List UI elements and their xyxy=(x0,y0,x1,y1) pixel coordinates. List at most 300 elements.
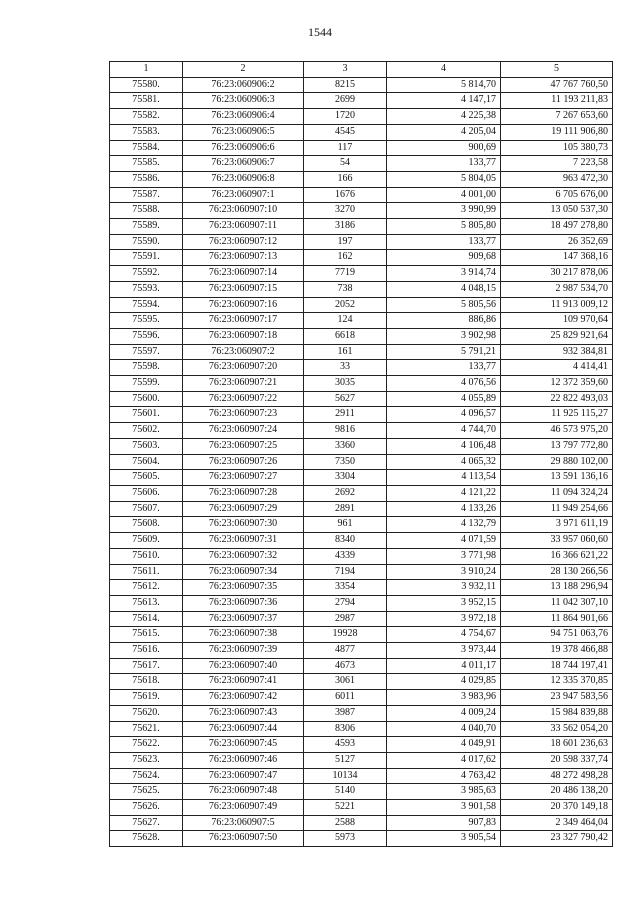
rate-cell: 5 814,70 xyxy=(387,77,501,93)
cadastral-number-cell: 76:23:060907:2 xyxy=(183,344,304,360)
row-number-cell: 75618. xyxy=(110,674,183,690)
rate-cell: 3 901,58 xyxy=(387,800,501,816)
cadastral-number-cell: 76:23:060907:14 xyxy=(183,266,304,282)
area-cell: 8215 xyxy=(304,77,387,93)
cadastral-number-cell: 76:23:060907:48 xyxy=(183,784,304,800)
rate-cell: 3 902,98 xyxy=(387,328,501,344)
cadastral-number-cell: 76:23:060907:38 xyxy=(183,627,304,643)
value-cell: 48 272 498,28 xyxy=(501,768,613,784)
cadastral-number-cell: 76:23:060907:43 xyxy=(183,705,304,721)
cadastral-number-cell: 76:23:060907:27 xyxy=(183,470,304,486)
row-number-cell: 75609. xyxy=(110,533,183,549)
table-row xyxy=(110,501,613,517)
value-cell: 13 188 296,94 xyxy=(501,580,613,596)
rate-cell: 5 791,21 xyxy=(387,344,501,360)
row-number-cell: 75608. xyxy=(110,517,183,533)
area-cell: 19928 xyxy=(304,627,387,643)
rate-cell: 5 805,80 xyxy=(387,219,501,235)
rate-cell: 4 147,17 xyxy=(387,93,501,109)
row-number-cell: 75616. xyxy=(110,643,183,659)
value-cell: 147 368,16 xyxy=(501,250,613,266)
rate-cell: 3 932,11 xyxy=(387,580,501,596)
rate-cell: 4 096,57 xyxy=(387,407,501,423)
area-cell: 117 xyxy=(304,140,387,156)
row-number-cell: 75601. xyxy=(110,407,183,423)
row-number-cell: 75614. xyxy=(110,611,183,627)
value-cell: 18 744 197,41 xyxy=(501,658,613,674)
value-cell: 33 562 054,20 xyxy=(501,721,613,737)
table-row xyxy=(110,93,613,109)
value-cell: 11 193 211,83 xyxy=(501,93,613,109)
area-cell: 7350 xyxy=(304,454,387,470)
row-number-cell: 75626. xyxy=(110,800,183,816)
area-cell: 1720 xyxy=(304,109,387,125)
table-row xyxy=(110,109,613,125)
value-cell: 47 767 760,50 xyxy=(501,77,613,93)
row-number-cell: 75605. xyxy=(110,470,183,486)
rate-cell: 4 113,54 xyxy=(387,470,501,486)
value-cell: 963 472,30 xyxy=(501,171,613,187)
area-cell: 3186 xyxy=(304,219,387,235)
cadastral-number-cell: 76:23:060906:5 xyxy=(183,124,304,140)
value-cell: 3 971 611,19 xyxy=(501,517,613,533)
cadastral-number-cell: 76:23:060907:25 xyxy=(183,438,304,454)
area-cell: 7719 xyxy=(304,266,387,282)
rate-cell: 5 805,56 xyxy=(387,297,501,313)
table-row xyxy=(110,423,613,439)
table-row xyxy=(110,187,613,203)
cadastral-number-cell: 76:23:060907:45 xyxy=(183,737,304,753)
rate-cell: 3 973,44 xyxy=(387,643,501,659)
value-cell: 23 327 790,42 xyxy=(501,831,613,847)
column-header-2: 2 xyxy=(183,62,304,78)
cadastral-number-cell: 76:23:060907:46 xyxy=(183,752,304,768)
row-number-cell: 75625. xyxy=(110,784,183,800)
rate-cell: 4 132,79 xyxy=(387,517,501,533)
table-row xyxy=(110,234,613,250)
area-cell: 4877 xyxy=(304,643,387,659)
row-number-cell: 75599. xyxy=(110,376,183,392)
value-cell: 105 380,73 xyxy=(501,140,613,156)
row-number-cell: 75602. xyxy=(110,423,183,439)
cadastral-number-cell: 76:23:060907:22 xyxy=(183,391,304,407)
cadastral-number-cell: 76:23:060907:37 xyxy=(183,611,304,627)
area-cell: 961 xyxy=(304,517,387,533)
value-cell: 11 949 254,66 xyxy=(501,501,613,517)
table-row xyxy=(110,690,613,706)
area-cell: 6618 xyxy=(304,328,387,344)
rate-cell: 4 071,59 xyxy=(387,533,501,549)
table-row xyxy=(110,643,613,659)
cadastral-number-cell: 76:23:060907:18 xyxy=(183,328,304,344)
value-cell: 11 864 901,66 xyxy=(501,611,613,627)
area-cell: 166 xyxy=(304,171,387,187)
row-number-cell: 75580. xyxy=(110,77,183,93)
row-number-cell: 75594. xyxy=(110,297,183,313)
row-number-cell: 75606. xyxy=(110,485,183,501)
table-row xyxy=(110,705,613,721)
rate-cell: 900,69 xyxy=(387,140,501,156)
row-number-cell: 75584. xyxy=(110,140,183,156)
cadastral-number-cell: 76:23:060907:10 xyxy=(183,203,304,219)
value-cell: 2 349 464,04 xyxy=(501,815,613,831)
area-cell: 9816 xyxy=(304,423,387,439)
value-cell: 7 223,58 xyxy=(501,156,613,172)
table-row xyxy=(110,156,613,172)
rate-cell: 3 914,74 xyxy=(387,266,501,282)
row-number-cell: 75597. xyxy=(110,344,183,360)
table-row xyxy=(110,627,613,643)
area-cell: 7194 xyxy=(304,564,387,580)
row-number-cell: 75627. xyxy=(110,815,183,831)
area-cell: 54 xyxy=(304,156,387,172)
area-cell: 6011 xyxy=(304,690,387,706)
cadastral-number-cell: 76:23:060907:39 xyxy=(183,643,304,659)
rate-cell: 4 106,48 xyxy=(387,438,501,454)
area-cell: 3035 xyxy=(304,376,387,392)
rate-cell: 4 205,04 xyxy=(387,124,501,140)
area-cell: 5627 xyxy=(304,391,387,407)
row-number-cell: 75615. xyxy=(110,627,183,643)
header-row xyxy=(110,62,613,78)
value-cell: 29 880 102,00 xyxy=(501,454,613,470)
table-row xyxy=(110,533,613,549)
area-cell: 8306 xyxy=(304,721,387,737)
rate-cell: 4 011,17 xyxy=(387,658,501,674)
cadastral-number-cell: 76:23:060907:26 xyxy=(183,454,304,470)
value-cell: 19 378 466,88 xyxy=(501,643,613,659)
area-cell: 197 xyxy=(304,234,387,250)
row-number-cell: 75613. xyxy=(110,595,183,611)
table-row xyxy=(110,250,613,266)
table-row xyxy=(110,344,613,360)
row-number-cell: 75624. xyxy=(110,768,183,784)
cadastral-number-cell: 76:23:060907:20 xyxy=(183,360,304,376)
area-cell: 124 xyxy=(304,313,387,329)
row-number-cell: 75617. xyxy=(110,658,183,674)
row-number-cell: 75619. xyxy=(110,690,183,706)
value-cell: 11 913 009,12 xyxy=(501,297,613,313)
cadastral-number-cell: 76:23:060907:29 xyxy=(183,501,304,517)
cadastral-number-cell: 76:23:060907:36 xyxy=(183,595,304,611)
cadastral-number-cell: 76:23:060906:8 xyxy=(183,171,304,187)
value-cell: 7 267 653,60 xyxy=(501,109,613,125)
row-number-cell: 75598. xyxy=(110,360,183,376)
data-table xyxy=(109,61,613,847)
table-row xyxy=(110,674,613,690)
rate-cell: 3 905,54 xyxy=(387,831,501,847)
area-cell: 2692 xyxy=(304,485,387,501)
cadastral-number-cell: 76:23:060907:34 xyxy=(183,564,304,580)
rate-cell: 3 985,63 xyxy=(387,784,501,800)
cadastral-number-cell: 76:23:060906:2 xyxy=(183,77,304,93)
area-cell: 5127 xyxy=(304,752,387,768)
table-row xyxy=(110,391,613,407)
rate-cell: 4 048,15 xyxy=(387,281,501,297)
value-cell: 16 366 621,22 xyxy=(501,548,613,564)
table-body xyxy=(110,77,613,846)
row-number-cell: 75586. xyxy=(110,171,183,187)
cadastral-number-cell: 76:23:060907:23 xyxy=(183,407,304,423)
area-cell: 1676 xyxy=(304,187,387,203)
value-cell: 12 335 370,85 xyxy=(501,674,613,690)
area-cell: 3270 xyxy=(304,203,387,219)
cadastral-number-cell: 76:23:060907:13 xyxy=(183,250,304,266)
rate-cell: 907,83 xyxy=(387,815,501,831)
row-number-cell: 75582. xyxy=(110,109,183,125)
value-cell: 33 957 060,60 xyxy=(501,533,613,549)
rate-cell: 4 754,67 xyxy=(387,627,501,643)
area-cell: 2794 xyxy=(304,595,387,611)
rate-cell: 133,77 xyxy=(387,360,501,376)
area-cell: 2911 xyxy=(304,407,387,423)
area-cell: 4673 xyxy=(304,658,387,674)
area-cell: 161 xyxy=(304,344,387,360)
area-cell: 2987 xyxy=(304,611,387,627)
cadastral-number-cell: 76:23:060907:16 xyxy=(183,297,304,313)
row-number-cell: 75583. xyxy=(110,124,183,140)
table-row xyxy=(110,658,613,674)
cadastral-number-cell: 76:23:060907:30 xyxy=(183,517,304,533)
area-cell: 2699 xyxy=(304,93,387,109)
row-number-cell: 75596. xyxy=(110,328,183,344)
cadastral-number-cell: 76:23:060907:31 xyxy=(183,533,304,549)
table-row xyxy=(110,611,613,627)
value-cell: 46 573 975,20 xyxy=(501,423,613,439)
rate-cell: 4 225,38 xyxy=(387,109,501,125)
table-row xyxy=(110,140,613,156)
area-cell: 738 xyxy=(304,281,387,297)
value-cell: 20 370 149,18 xyxy=(501,800,613,816)
area-cell: 5221 xyxy=(304,800,387,816)
row-number-cell: 75600. xyxy=(110,391,183,407)
area-cell: 3061 xyxy=(304,674,387,690)
table-row xyxy=(110,595,613,611)
row-number-cell: 75595. xyxy=(110,313,183,329)
rate-cell: 4 763,42 xyxy=(387,768,501,784)
table-row xyxy=(110,721,613,737)
rate-cell: 4 040,70 xyxy=(387,721,501,737)
cadastral-number-cell: 76:23:060907:1 xyxy=(183,187,304,203)
table-row xyxy=(110,203,613,219)
rate-cell: 886,86 xyxy=(387,313,501,329)
row-number-cell: 75593. xyxy=(110,281,183,297)
rate-cell: 133,77 xyxy=(387,156,501,172)
value-cell: 20 598 337,74 xyxy=(501,752,613,768)
row-number-cell: 75604. xyxy=(110,454,183,470)
rate-cell: 909,68 xyxy=(387,250,501,266)
value-cell: 26 352,69 xyxy=(501,234,613,250)
rate-cell: 3 990,99 xyxy=(387,203,501,219)
table-row xyxy=(110,485,613,501)
cadastral-number-cell: 76:23:060907:24 xyxy=(183,423,304,439)
row-number-cell: 75611. xyxy=(110,564,183,580)
row-number-cell: 75623. xyxy=(110,752,183,768)
area-cell: 3360 xyxy=(304,438,387,454)
value-cell: 109 970,64 xyxy=(501,313,613,329)
rate-cell: 3 972,18 xyxy=(387,611,501,627)
area-cell: 5140 xyxy=(304,784,387,800)
row-number-cell: 75587. xyxy=(110,187,183,203)
row-number-cell: 75612. xyxy=(110,580,183,596)
table-row xyxy=(110,297,613,313)
rate-cell: 3 910,24 xyxy=(387,564,501,580)
rate-cell: 4 744,70 xyxy=(387,423,501,439)
area-cell: 2891 xyxy=(304,501,387,517)
table-row xyxy=(110,360,613,376)
rate-cell: 4 076,56 xyxy=(387,376,501,392)
cadastral-number-cell: 76:23:060907:17 xyxy=(183,313,304,329)
cadastral-number-cell: 76:23:060906:6 xyxy=(183,140,304,156)
area-cell: 33 xyxy=(304,360,387,376)
cadastral-number-cell: 76:23:060907:47 xyxy=(183,768,304,784)
cadastral-number-cell: 76:23:060907:11 xyxy=(183,219,304,235)
value-cell: 2 987 534,70 xyxy=(501,281,613,297)
value-cell: 28 130 266,56 xyxy=(501,564,613,580)
value-cell: 19 111 906,80 xyxy=(501,124,613,140)
column-header-5: 5 xyxy=(501,62,613,78)
rate-cell: 5 804,05 xyxy=(387,171,501,187)
page-number: 1544 xyxy=(308,25,332,39)
table-row xyxy=(110,784,613,800)
cadastral-number-cell: 76:23:060906:3 xyxy=(183,93,304,109)
rate-cell: 3 771,98 xyxy=(387,548,501,564)
row-number-cell: 75591. xyxy=(110,250,183,266)
value-cell: 30 217 878,06 xyxy=(501,266,613,282)
value-cell: 11 925 115,27 xyxy=(501,407,613,423)
cadastral-number-cell: 76:23:060906:4 xyxy=(183,109,304,125)
rate-cell: 4 049,91 xyxy=(387,737,501,753)
row-number-cell: 75592. xyxy=(110,266,183,282)
cadastral-number-cell: 76:23:060907:40 xyxy=(183,658,304,674)
value-cell: 12 372 359,60 xyxy=(501,376,613,392)
value-cell: 13 591 136,16 xyxy=(501,470,613,486)
row-number-cell: 75628. xyxy=(110,831,183,847)
table-row xyxy=(110,407,613,423)
cadastral-number-cell: 76:23:060907:50 xyxy=(183,831,304,847)
value-cell: 13 797 772,80 xyxy=(501,438,613,454)
table-row xyxy=(110,815,613,831)
cadastral-number-cell: 76:23:060907:21 xyxy=(183,376,304,392)
rate-cell: 4 017,62 xyxy=(387,752,501,768)
column-header-4: 4 xyxy=(387,62,501,78)
table-row xyxy=(110,376,613,392)
table-row xyxy=(110,124,613,140)
table-row xyxy=(110,580,613,596)
value-cell: 11 094 324,24 xyxy=(501,485,613,501)
value-cell: 25 829 921,64 xyxy=(501,328,613,344)
column-header-3: 3 xyxy=(304,62,387,78)
cadastral-number-cell: 76:23:060907:12 xyxy=(183,234,304,250)
rate-cell: 133,77 xyxy=(387,234,501,250)
value-cell: 23 947 583,56 xyxy=(501,690,613,706)
table-row xyxy=(110,800,613,816)
row-number-cell: 75585. xyxy=(110,156,183,172)
cadastral-number-cell: 76:23:060907:5 xyxy=(183,815,304,831)
rate-cell: 4 029,85 xyxy=(387,674,501,690)
cadastral-number-cell: 76:23:060907:41 xyxy=(183,674,304,690)
area-cell: 4593 xyxy=(304,737,387,753)
rate-cell: 4 055,89 xyxy=(387,391,501,407)
value-cell: 18 601 236,63 xyxy=(501,737,613,753)
row-number-cell: 75620. xyxy=(110,705,183,721)
value-cell: 6 705 676,00 xyxy=(501,187,613,203)
table-row xyxy=(110,470,613,486)
area-cell: 8340 xyxy=(304,533,387,549)
value-cell: 11 042 307,10 xyxy=(501,595,613,611)
row-number-cell: 75581. xyxy=(110,93,183,109)
cadastral-number-cell: 76:23:060907:42 xyxy=(183,690,304,706)
table-row xyxy=(110,454,613,470)
row-number-cell: 75603. xyxy=(110,438,183,454)
table-row xyxy=(110,768,613,784)
rate-cell: 4 133,26 xyxy=(387,501,501,517)
area-cell: 2588 xyxy=(304,815,387,831)
cadastral-number-cell: 76:23:060907:49 xyxy=(183,800,304,816)
area-cell: 4339 xyxy=(304,548,387,564)
value-cell: 932 384,81 xyxy=(501,344,613,360)
area-cell: 5973 xyxy=(304,831,387,847)
area-cell: 162 xyxy=(304,250,387,266)
table-row xyxy=(110,171,613,187)
value-cell: 4 414,41 xyxy=(501,360,613,376)
area-cell: 3304 xyxy=(304,470,387,486)
row-number-cell: 75621. xyxy=(110,721,183,737)
cadastral-number-cell: 76:23:060907:35 xyxy=(183,580,304,596)
column-header-1: 1 xyxy=(110,62,183,78)
rate-cell: 4 001,00 xyxy=(387,187,501,203)
cadastral-number-cell: 76:23:060907:32 xyxy=(183,548,304,564)
table-row xyxy=(110,831,613,847)
table-row xyxy=(110,219,613,235)
value-cell: 22 822 493,03 xyxy=(501,391,613,407)
row-number-cell: 75590. xyxy=(110,234,183,250)
table-row xyxy=(110,313,613,329)
cadastral-number-cell: 76:23:060907:28 xyxy=(183,485,304,501)
area-cell: 4545 xyxy=(304,124,387,140)
value-cell: 18 497 278,80 xyxy=(501,219,613,235)
cadastral-number-cell: 76:23:060906:7 xyxy=(183,156,304,172)
value-cell: 13 050 537,30 xyxy=(501,203,613,219)
value-cell: 20 486 138,20 xyxy=(501,784,613,800)
table-row xyxy=(110,548,613,564)
rate-cell: 3 952,15 xyxy=(387,595,501,611)
row-number-cell: 75588. xyxy=(110,203,183,219)
row-number-cell: 75610. xyxy=(110,548,183,564)
area-cell: 10134 xyxy=(304,768,387,784)
table-row xyxy=(110,517,613,533)
value-cell: 94 751 063,76 xyxy=(501,627,613,643)
table-row xyxy=(110,266,613,282)
table-row xyxy=(110,77,613,93)
area-cell: 3987 xyxy=(304,705,387,721)
row-number-cell: 75589. xyxy=(110,219,183,235)
rate-cell: 4 009,24 xyxy=(387,705,501,721)
rate-cell: 3 983,96 xyxy=(387,690,501,706)
cadastral-number-cell: 76:23:060907:15 xyxy=(183,281,304,297)
area-cell: 3354 xyxy=(304,580,387,596)
table-row xyxy=(110,328,613,344)
table-row xyxy=(110,438,613,454)
table-row xyxy=(110,564,613,580)
rate-cell: 4 121,22 xyxy=(387,485,501,501)
row-number-cell: 75607. xyxy=(110,501,183,517)
area-cell: 2052 xyxy=(304,297,387,313)
table-row xyxy=(110,737,613,753)
rate-cell: 4 065,32 xyxy=(387,454,501,470)
table-row xyxy=(110,281,613,297)
table-row xyxy=(110,752,613,768)
